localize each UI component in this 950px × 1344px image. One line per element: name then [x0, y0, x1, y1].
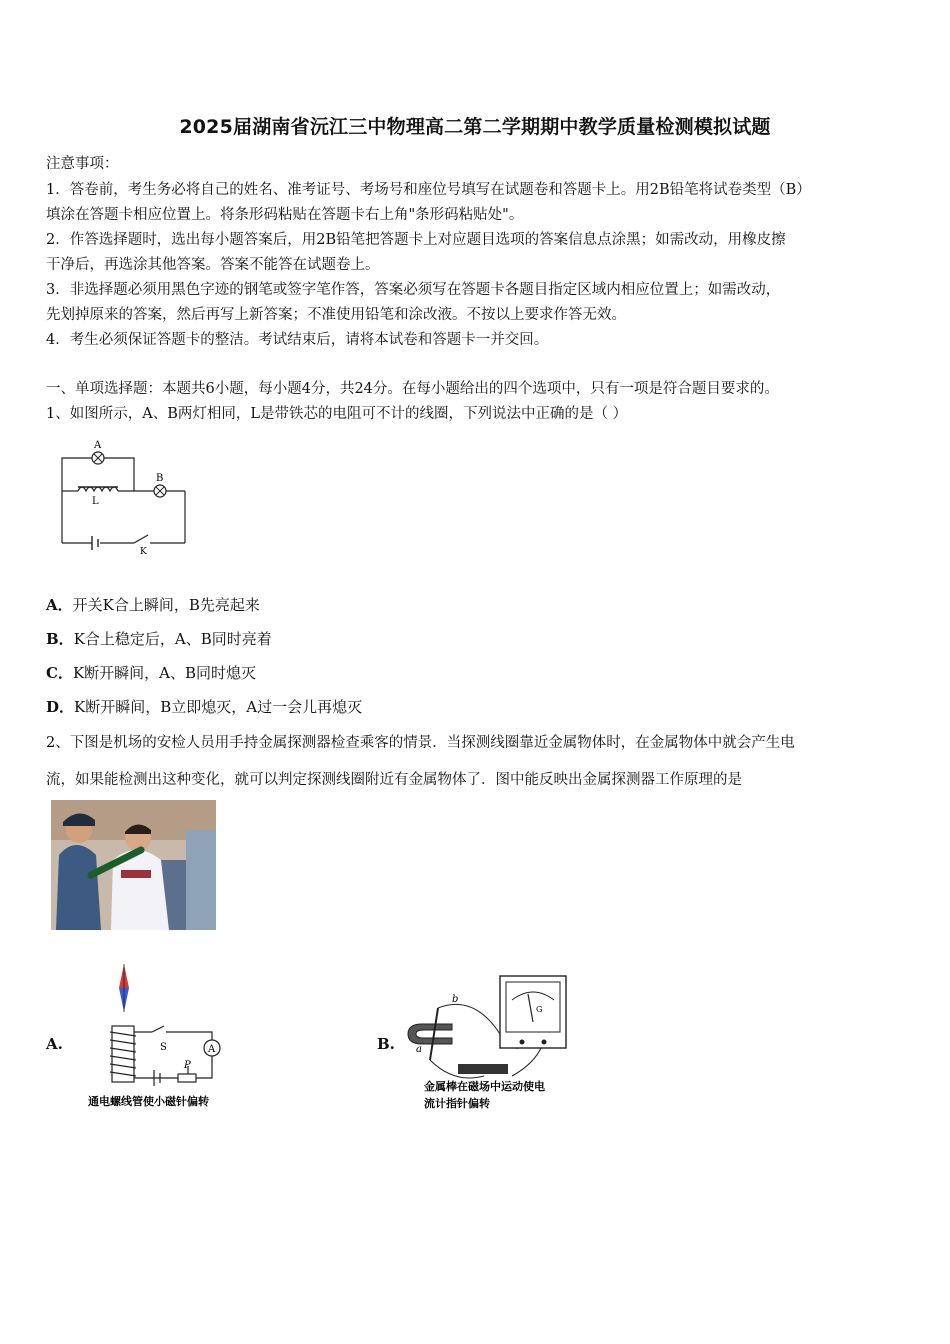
notice-line: 干净后，再选涂其他答案。答案不能答在试题卷上。 [46, 257, 380, 273]
coil-label: L [92, 496, 99, 507]
galvanometer-icon [500, 976, 566, 1048]
notice-line: 4．考生必须保证答题卡的整洁。考试结束后，请将本试卷和答题卡一并交回。 [46, 332, 549, 348]
lamp-b-label: B [156, 473, 164, 484]
q2-option-a-figure [84, 960, 244, 1110]
q2-option-b-key: B. [377, 1035, 395, 1053]
rod-end-b-label: b [452, 994, 459, 1005]
q1-stem: 1、如图所示，A、B两灯相同，L是带铁芯的电阻可不计的线圈，下列说法中正确的是（ ） [46, 406, 628, 422]
q2-option-b-caption: 流计指针偏转 [424, 1097, 490, 1110]
notice-line: 填涂在答题卡相应位置上。将条形码粘贴在答题卡右上角"条形码粘贴处"。 [46, 207, 524, 223]
ammeter-icon [204, 1040, 220, 1056]
q1-circuit-figure [52, 436, 192, 556]
q2-stem-line: 2、下图是机场的安检人员用手持金属探测器检查乘客的情景．当探测线圈靠近金属物体时，在金属物体中就会产生电 [46, 735, 795, 751]
notice-line: 1．答卷前，考生务必将自己的姓名、准考证号、考场号和座位号填写在试题卷和答题卡上。用2B铅笔将试卷类型（B） [46, 182, 811, 198]
switch-label: K [140, 547, 147, 556]
q1-option-c: C．K断开瞬间，A、B同时熄灭 [46, 664, 257, 682]
q1-option-b: B．K合上稳定后，A、B同时亮着 [46, 630, 272, 648]
q2-option-b-caption: 金属棒在磁场中运动使电 [424, 1080, 545, 1093]
lamp-b-icon [154, 485, 166, 497]
q1-option-a: A．开关K合上瞬间，B先亮起来 [46, 596, 260, 614]
rheostat-p-label: P [184, 1060, 191, 1071]
security-check-photo [51, 800, 216, 930]
q2-option-a-caption: 通电螺线管使小磁针偏转 [88, 1095, 209, 1108]
q2-option-b-figure [404, 964, 574, 1114]
lamp-a-icon [92, 452, 104, 464]
rod-end-a-label: a [416, 1044, 422, 1055]
notice-line: 3．非选择题必须用黑色字迹的钢笔或签字笔作答，答案必须写在答题卡各题目指定区域内相应位置上；如需改动， [46, 282, 781, 298]
section-heading: 一、单项选择题：本题共6小题，每小题4分，共24分。在每小题给出的四个选项中，只有一项是符合题目要求的。 [46, 381, 779, 397]
q1-option-d: D．K断开瞬间，B立即熄灭，A过一会儿再熄灭 [46, 698, 363, 716]
solenoid-icon [110, 1026, 136, 1082]
page-title: 2025届湖南省沅江三中物理高二第二学期期中教学质量检测模拟试题 [179, 116, 771, 138]
q2-stem-line: 流，如果能检测出这种变化，就可以判定探测线圈附近有金属物体了．图中能反映出金属探测器工作原理的是 [46, 772, 742, 788]
q2-option-a-key: A. [46, 1035, 63, 1053]
lamp-a-label: A [94, 440, 102, 451]
notice-line: 2．作答选择题时，选出每小题答案后，用2B铅笔把答题卡上对应题目选项的答案信息点涂黑；如需改动，用橡皮擦 [46, 232, 786, 248]
compass-needle-icon [119, 964, 129, 1012]
notice-line: 先划掉原来的答案，然后再写上新答案；不准使用铅笔和涂改液。不按以上要求作答无效。 [46, 307, 626, 323]
galvanometer-label: G [536, 1005, 543, 1014]
horseshoe-magnet-icon [408, 1024, 452, 1044]
ammeter-label: A [208, 1044, 216, 1055]
switch-s-label: S [160, 1042, 167, 1053]
notice-heading: 注意事项： [46, 156, 119, 172]
